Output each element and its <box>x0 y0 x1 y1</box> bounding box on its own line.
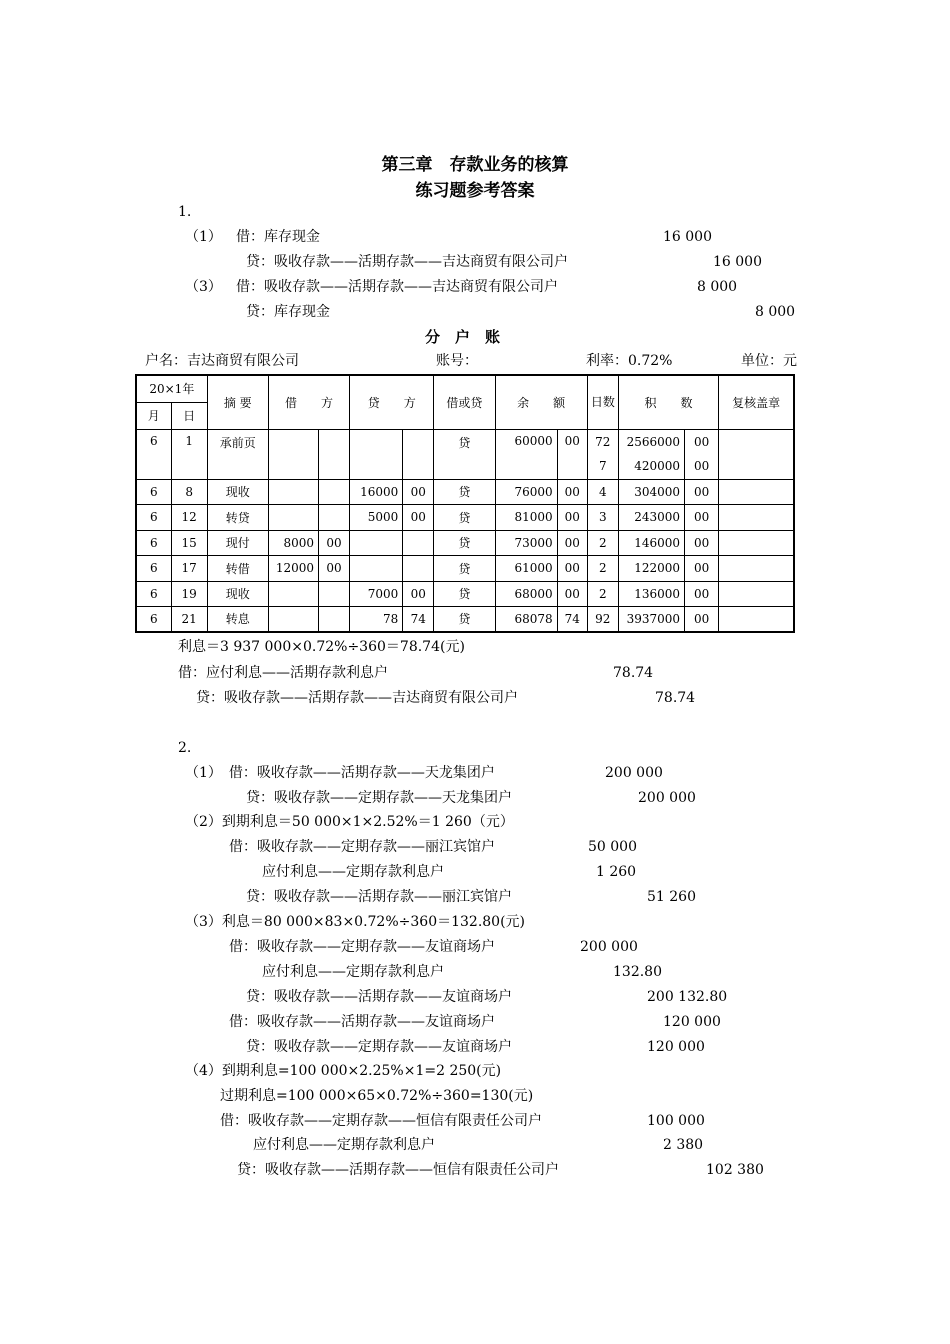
ledger-heading: 分 户 账 <box>425 328 501 346</box>
q2-amount: 51 260 <box>647 889 696 905</box>
q2-amount: 1 260 <box>596 864 637 880</box>
cell-debit: 8000 <box>268 530 318 555</box>
q2-line: 应付利息——定期存款利息户 <box>253 1137 435 1153</box>
cell-balance-cents: 00 <box>557 581 587 606</box>
header-days: 日数 <box>587 375 618 429</box>
account-number: 账号： <box>436 353 478 369</box>
q2-line: 贷：吸收存款——活期存款——友谊商场户 <box>246 989 512 1005</box>
cell-debit-cents: 00 <box>319 530 350 555</box>
cell-credit: 16000 <box>350 479 403 504</box>
q2-amount: 120 000 <box>663 1014 721 1030</box>
table-row <box>136 555 794 581</box>
cell-credit <box>350 555 403 581</box>
q2-line: 贷：吸收存款——定期存款——友谊商场户 <box>246 1039 512 1055</box>
cell-credit-cents <box>403 429 434 479</box>
cell-check-seal <box>719 581 794 606</box>
cell-summary: 承前页 <box>207 429 268 479</box>
q2-amount: 100 000 <box>647 1113 705 1129</box>
q2-amount: 120 000 <box>647 1039 705 1055</box>
cell-balance: 68000 <box>495 581 557 606</box>
product-value: 420000 <box>634 459 681 473</box>
cell-month: 6 <box>136 429 171 479</box>
cell-product: 243000 <box>618 504 684 530</box>
cell-credit-cents: 00 <box>403 581 434 606</box>
cell-day: 15 <box>171 530 207 555</box>
header-debit-or-credit: 借或贷 <box>434 375 495 429</box>
q2-amount: 132.80 <box>613 964 662 980</box>
cell-balance-cents: 00 <box>557 479 587 504</box>
cell-days: 2 <box>587 581 618 606</box>
q1-entry3-label: （3） <box>185 279 222 295</box>
cell-balance-cents: 00 <box>557 555 587 581</box>
cell-day: 12 <box>171 504 207 530</box>
q2-line: 过期利息=100 000×65×0.72%÷360=130(元) <box>220 1088 534 1104</box>
q2-line: （2）到期利息＝50 000×1×2.52%＝1 260（元） <box>185 814 514 830</box>
q2-line: 贷：吸收存款——活期存款——丽江宾馆户 <box>246 889 512 905</box>
cell-debit <box>268 479 318 504</box>
cell-credit-cents <box>403 530 434 555</box>
cell-balance-cents: 74 <box>557 606 587 632</box>
cell-day: 1 <box>171 429 207 479</box>
cell-debit-cents: 00 <box>319 555 350 581</box>
product-cents-value: 00 <box>693 435 710 449</box>
product-value: 2566000 <box>626 435 681 449</box>
cell-summary: 现付 <box>207 530 268 555</box>
cell-product: 3937000 <box>618 606 684 632</box>
cell-debit-or-credit: 贷 <box>434 530 495 555</box>
cell-balance: 61000 <box>495 555 557 581</box>
q2-line: 贷：吸收存款——活期存款——恒信有限责任公司户 <box>237 1162 559 1178</box>
q1-entry3-credit-amount: 8 000 <box>755 304 796 320</box>
cell-days: 2 <box>587 530 618 555</box>
cell-product-cents <box>685 429 719 479</box>
header-product: 积 数 <box>618 375 718 429</box>
days-value: 7 <box>599 459 607 473</box>
cell-days: 92 <box>587 606 618 632</box>
cell-credit-cents: 74 <box>403 606 434 632</box>
header-debit: 借 方 <box>268 375 349 429</box>
cell-debit-or-credit: 贷 <box>434 606 495 632</box>
cell-balance-cents: 00 <box>557 530 587 555</box>
table-row <box>136 504 794 530</box>
cell-day: 17 <box>171 555 207 581</box>
cell-day: 21 <box>171 606 207 632</box>
cell-month: 6 <box>136 504 171 530</box>
cell-debit-cents <box>319 606 350 632</box>
cell-debit-cents <box>319 479 350 504</box>
cell-check-seal <box>719 479 794 504</box>
cell-check-seal <box>719 530 794 555</box>
cell-summary: 转息 <box>207 606 268 632</box>
cell-credit-cents <box>403 555 434 581</box>
cell-check-seal <box>719 429 794 479</box>
q2-line: 应付利息——定期存款利息户 <box>262 864 444 880</box>
q1-entry3-credit: 贷：库存现金 <box>246 304 330 320</box>
q1-entry1-credit: 贷：吸收存款——活期存款——吉达商贸有限公司户 <box>246 254 568 270</box>
q1-entry1-debit: 借：库存现金 <box>236 229 320 245</box>
cell-credit <box>350 429 403 479</box>
cell-check-seal <box>719 504 794 530</box>
q1-entry1-debit-amount: 16 000 <box>663 229 712 245</box>
q2-amount: 102 380 <box>706 1162 764 1178</box>
interest-debit-amount: 78.74 <box>613 665 654 681</box>
cell-debit-cents <box>319 581 350 606</box>
cell-debit-or-credit: 贷 <box>434 504 495 530</box>
cell-product-cents: 00 <box>685 479 719 504</box>
q1-entry1-credit-amount: 16 000 <box>713 254 762 270</box>
cell-credit-cents: 00 <box>403 504 434 530</box>
cell-credit <box>350 530 403 555</box>
q1-number: 1. <box>178 204 192 220</box>
cell-summary: 转贷 <box>207 504 268 530</box>
header-balance: 余 额 <box>495 375 587 429</box>
cell-month: 6 <box>136 479 171 504</box>
q2-line: 借：吸收存款——定期存款——丽江宾馆户 <box>229 839 495 855</box>
cell-credit: 5000 <box>350 504 403 530</box>
header-month: 月 <box>136 402 171 429</box>
header-credit: 贷 方 <box>350 375 434 429</box>
currency-unit: 单位：元 <box>741 353 797 369</box>
table-row <box>136 606 794 632</box>
q2-line: 借：吸收存款——活期存款——友谊商场户 <box>229 1014 495 1030</box>
q2-line: （3）利息＝80 000×83×0.72%÷360＝132.80(元) <box>185 914 526 930</box>
product-cents-value: 00 <box>693 459 710 473</box>
cell-balance: 73000 <box>495 530 557 555</box>
cell-check-seal <box>719 606 794 632</box>
q2-line: （4）到期利息=100 000×2.25%×1=2 250(元) <box>185 1063 502 1079</box>
cell-days: 3 <box>587 504 618 530</box>
interest-rate: 利率：0.72% <box>586 353 673 369</box>
q2-amount: 50 000 <box>588 839 637 855</box>
interest-debit: 借：应付利息——活期存款利息户 <box>178 665 388 681</box>
q2-line: 借：吸收存款——定期存款——友谊商场户 <box>229 939 495 955</box>
cell-debit-cents <box>319 429 350 479</box>
cell-balance: 60000 <box>495 429 557 479</box>
cell-day: 8 <box>171 479 207 504</box>
cell-debit-or-credit: 贷 <box>434 581 495 606</box>
header-check-seal: 复核盖章 <box>719 375 794 429</box>
interest-formula: 利息＝3 937 000×0.72%÷360＝78.74(元) <box>178 639 465 655</box>
cell-product-cents: 00 <box>685 606 719 632</box>
header-day: 日 <box>171 402 207 429</box>
q2-number: 2. <box>178 740 192 756</box>
interest-credit-amount: 78.74 <box>655 690 696 706</box>
cell-debit-cents <box>319 504 350 530</box>
q2-amount: 200 132.80 <box>647 989 728 1005</box>
cell-day: 19 <box>171 581 207 606</box>
cell-debit-or-credit: 贷 <box>434 429 495 479</box>
cell-credit-cents: 00 <box>403 479 434 504</box>
cell-month: 6 <box>136 581 171 606</box>
cell-balance-cents: 00 <box>557 429 587 479</box>
header-year: 20×1年 <box>136 375 207 402</box>
cell-product: 136000 <box>618 581 684 606</box>
cell-credit: 7000 <box>350 581 403 606</box>
cell-product: 146000 <box>618 530 684 555</box>
cell-balance: 76000 <box>495 479 557 504</box>
cell-debit-or-credit: 贷 <box>434 555 495 581</box>
cell-debit <box>268 606 318 632</box>
cell-days: 2 <box>587 555 618 581</box>
cell-summary: 转借 <box>207 555 268 581</box>
chapter-title: 第三章 存款业务的核算 <box>381 155 569 175</box>
cell-month: 6 <box>136 555 171 581</box>
cell-summary: 现收 <box>207 479 268 504</box>
q2-line: （1） 借：吸收存款——活期存款——天龙集团户 <box>185 765 495 781</box>
cell-check-seal <box>719 555 794 581</box>
header-summary: 摘 要 <box>207 375 268 429</box>
cell-summary: 现收 <box>207 581 268 606</box>
cell-month: 6 <box>136 530 171 555</box>
cell-balance: 81000 <box>495 504 557 530</box>
cell-product: 304000 <box>618 479 684 504</box>
cell-balance-cents: 00 <box>557 504 587 530</box>
cell-product-cents: 00 <box>685 555 719 581</box>
q2-line: 贷：吸收存款——定期存款——天龙集团户 <box>246 790 512 806</box>
table-row <box>136 530 794 555</box>
cell-debit: 12000 <box>268 555 318 581</box>
cell-product-cents: 00 <box>685 530 719 555</box>
cell-product-cents: 00 <box>685 504 719 530</box>
table-row <box>136 581 794 606</box>
q1-entry3-debit: 借：吸收存款——活期存款——吉达商贸有限公司户 <box>236 279 558 295</box>
q1-entry1-label: （1） <box>185 229 222 245</box>
cell-debit <box>268 504 318 530</box>
cell-month: 6 <box>136 606 171 632</box>
account-name: 户名：吉达商贸有限公司 <box>145 353 299 369</box>
q2-line: 借：吸收存款——定期存款——恒信有限责任公司户 <box>220 1113 542 1129</box>
cell-debit <box>268 429 318 479</box>
q2-line: 应付利息——定期存款利息户 <box>262 964 444 980</box>
q1-entry3-debit-amount: 8 000 <box>697 279 738 295</box>
cell-credit: 78 <box>350 606 403 632</box>
cell-balance: 68078 <box>495 606 557 632</box>
q2-amount: 200 000 <box>580 939 638 955</box>
cell-days <box>587 429 618 479</box>
days-value: 72 <box>595 435 611 449</box>
subtitle: 练习题参考答案 <box>415 181 535 201</box>
cell-product: 122000 <box>618 555 684 581</box>
cell-debit <box>268 581 318 606</box>
ledger-table <box>135 374 795 633</box>
cell-product <box>618 429 684 479</box>
table-row <box>136 429 794 479</box>
cell-product-cents: 00 <box>685 581 719 606</box>
cell-days: 4 <box>587 479 618 504</box>
q2-amount: 200 000 <box>605 765 663 781</box>
q2-amount: 2 380 <box>663 1137 704 1153</box>
q2-amount: 200 000 <box>638 790 696 806</box>
cell-debit-or-credit: 贷 <box>434 479 495 504</box>
table-row <box>136 479 794 504</box>
interest-credit: 贷：吸收存款——活期存款——吉达商贸有限公司户 <box>196 690 518 706</box>
